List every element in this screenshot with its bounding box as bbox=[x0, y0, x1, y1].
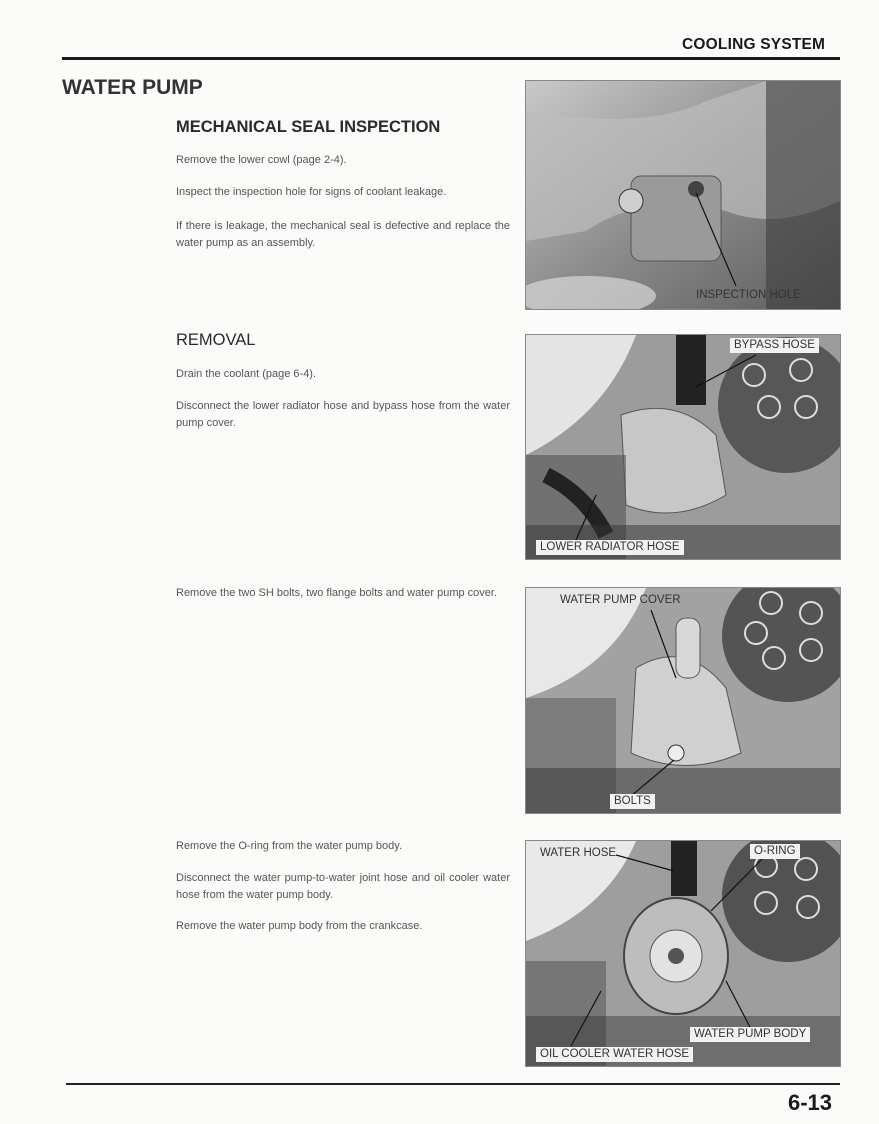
engine-photo-1 bbox=[526, 81, 840, 309]
body-step-2: Disconnect the water pump-to-water joint hose and oil cooler water hose from the water pump body. bbox=[176, 872, 510, 901]
mechanical-seal-heading: MECHANICAL SEAL INSPECTION bbox=[176, 118, 441, 136]
label-water-hose: WATER HOSE bbox=[540, 847, 617, 859]
mech-seal-step-1: Remove the lower cowl (page 2-4). bbox=[176, 154, 347, 166]
mech-seal-step-3: If there is leakage, the mechanical seal is defective and replace the water pump as an assembly. bbox=[176, 220, 510, 249]
label-bolts: BOLTS bbox=[610, 794, 655, 809]
label-oil-cooler-water-hose: OIL COOLER WATER HOSE bbox=[536, 1047, 693, 1062]
figure-removal-hoses-photo bbox=[525, 334, 841, 560]
page-title: WATER PUMP bbox=[62, 76, 203, 99]
engine-photo-2 bbox=[526, 335, 840, 559]
label-inspection-hole: INSPECTION HOLE bbox=[696, 289, 801, 301]
body-step-1: Remove the O-ring from the water pump body. bbox=[176, 840, 403, 852]
body-step-3: Remove the water pump body from the crankcase. bbox=[176, 920, 423, 932]
removal-step-2: Disconnect the lower radiator hose and bypass hose from the water pump cover. bbox=[176, 400, 510, 429]
figure-inspection-hole-photo bbox=[525, 80, 841, 310]
label-lower-radiator-hose: LOWER RADIATOR HOSE bbox=[536, 540, 684, 555]
label-o-ring: O-RING bbox=[750, 844, 800, 859]
engine-photo-3 bbox=[526, 588, 840, 813]
figure-water-pump-cover-photo bbox=[525, 587, 841, 814]
mech-seal-step-2: Inspect the inspection hole for signs of coolant leakage. bbox=[176, 186, 447, 198]
footer-rule bbox=[66, 1083, 840, 1085]
removal-heading: REMOVAL bbox=[176, 331, 256, 349]
removal-step-1: Drain the coolant (page 6-4). bbox=[176, 368, 317, 380]
cover-removal-step: Remove the two SH bolts, two flange bolts and water pump cover. bbox=[176, 587, 497, 599]
header-rule bbox=[62, 57, 840, 60]
label-bypass-hose: BYPASS HOSE bbox=[730, 338, 819, 353]
running-header: COOLING SYSTEM bbox=[682, 36, 826, 53]
page-number: 6-13 bbox=[788, 1090, 833, 1115]
label-water-pump-body: WATER PUMP BODY bbox=[690, 1027, 810, 1042]
figure-water-pump-body-photo bbox=[525, 840, 841, 1067]
label-water-pump-cover: WATER PUMP COVER bbox=[560, 594, 681, 606]
